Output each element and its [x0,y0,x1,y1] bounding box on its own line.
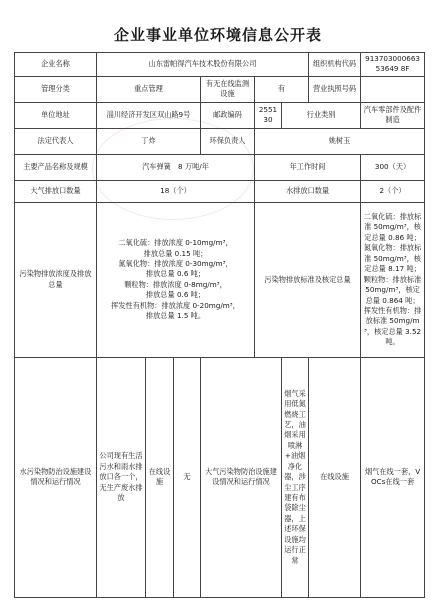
product-label: 主要产品名称及规模 [15,154,97,180]
row-facilities [15,357,425,597]
env-head-label: 环保负责人 [201,128,255,154]
pollutant-label: 污染物排放浓度及排放总量 [15,202,97,357]
legal-value: 丁炸 [97,128,201,154]
company-label: 企业名称 [15,53,97,77]
air-outlets-value: 18（个） [97,180,255,202]
row-management [15,76,425,102]
postal-label: 邮政编码 [201,102,255,128]
license-value [361,76,425,102]
industry-label: 行业类别 [282,102,361,128]
legal-label: 法定代表人 [15,128,97,154]
water-outlets-label: 水排放口数量 [255,180,361,202]
row-address [15,102,425,128]
row-pollutants [15,202,425,357]
row-representative [15,128,425,154]
company-value: 山东雷帕得汽车技术股份有限公司 [97,53,309,77]
row-company [15,53,425,77]
air-outlets-label: 大气排放口数量 [15,180,97,202]
pollutant-value: 二氧化硫：排放浓度 0-10mg/m³， 排放总量 0.15 吨； 氮氧化物：排放浓度 0-30mg/m³， 排放总量 0.6 吨； 颗粒物：排放浓度 0-8mg/m³， 排放总量 0.6 吨； 挥发性有机物：排放浓度 0-20mg/m³， 排放总量 1.5 吨。 [97,202,255,357]
worktime-label: 年工作时间 [255,154,361,180]
org-code-value: 91370300066353649 8F [361,53,425,77]
row-outlets [15,180,425,202]
standard-label: 污染物排放标准及核定总量 [255,202,361,357]
online-label: 有无在线监测设施 [201,76,255,102]
document-title: 企业事业单位环境信息公开表 [113,26,322,44]
postal-value: 255130 [255,102,282,128]
address-label: 单位地址 [15,102,97,128]
mgmt-label: 管理分类 [15,76,97,102]
water-online-label: 在线设施 [146,357,174,597]
industry-value: 汽车零部件及配件制造 [361,102,425,128]
mgmt-value: 重点管理 [97,76,201,102]
worktime-value: 300（天） [361,154,425,180]
air-ctrl-desc: 烟气采用低氮燃烧工艺，油烟采用喷淋+油烟净化器，涉尘工序建有布袋除尘器，上述环保设施均运行正常 [282,357,309,597]
water-outlets-value: 2（个） [361,180,425,202]
address-value: 淄川经济开发区双山路9号 [97,102,201,128]
online-value: 有 [255,76,309,102]
standard-value: 二氧化硫：排放标准 50mg/m³，核定总量 0.86 吨； 氮氧化物：排放标准 50mg/m³，核定总量 8.17 吨； 颗粒物：排放标准 50mg/m³，核定总量 0.864 吨； 挥发性有机物：排放标准 50mg/m³，核定总量 3.52 吨。 [361,202,425,357]
product-value: 汽车弹簧 8 万吨/年 [97,154,255,180]
disclosure-table [14,52,425,598]
org-code-label: 组织机构代码 [309,53,361,77]
row-product [15,154,425,180]
env-head-value: 姚树玉 [255,128,425,154]
license-label: 营业执照号码 [309,76,361,102]
air-ctrl-label: 大气污染物防治设施建设情况和运行情况 [201,357,282,597]
air-online-label: 在线设施 [309,357,361,597]
air-online-value: 烟气在线一套，VOCs在线一套 [361,357,425,597]
water-ctrl-label: 水污染物防治设施建设情况和运行情况 [15,357,97,597]
water-online-value: 无 [174,357,201,597]
water-ctrl-desc: 公司现有生活污水和雨水排放口各一个，无生产废水排放 [97,357,146,597]
